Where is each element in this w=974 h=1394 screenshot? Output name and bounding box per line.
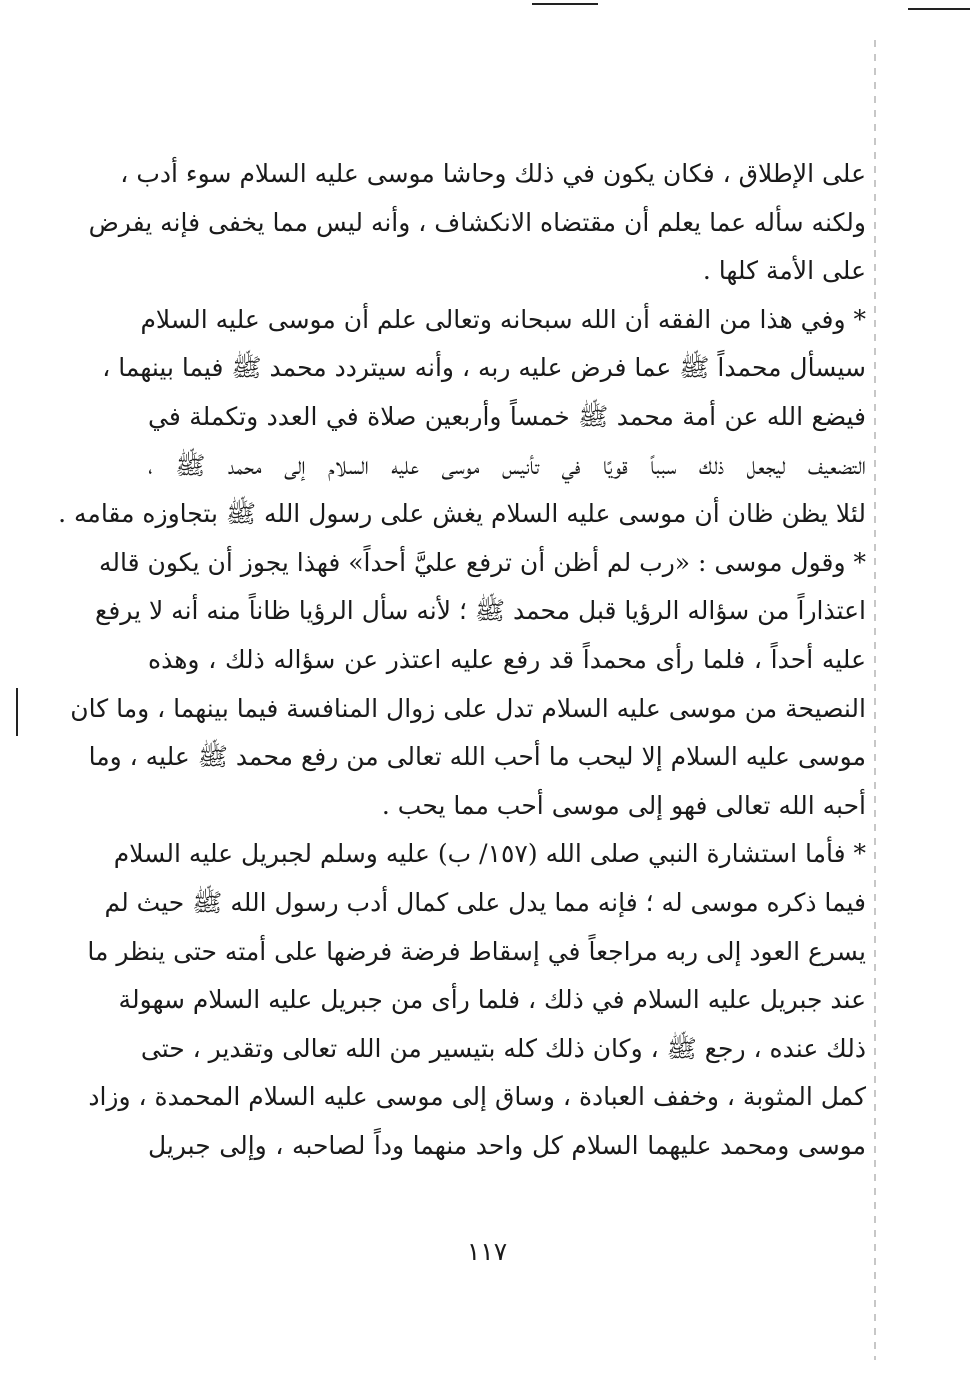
text-line: ولكنه سأله عما يعلم أن مقتضاه الانكشاف ، وأنه ليس مما يخفى فإنه يفرض	[88, 207, 866, 237]
text-line: ذلك عنده ، رجع ﷺ ، وكان ذلك كله بتيسير من الله تعالى وتقدير ، حتى	[140, 1033, 866, 1063]
text-line: اعتذاراً من سؤاله الرؤيا قبل محمد ﷺ ؛ لأنه سأل الرؤيا ظاناً منه أنه لا يرفع	[95, 596, 866, 626]
text-line: أحبه الله تعالى فهو إلى موسى أحب مما يحب .	[381, 790, 866, 820]
text-line: عند جبريل عليه السلام في ذلك ، فلما رأى من جبريل عليه السلام سهولة	[118, 985, 866, 1015]
text-line: موسى عليه السلام إلا ليحب ما أحب الله تعالى من رفع محمد ﷺ عليه ، وما	[88, 742, 866, 772]
page-body-text	[58, 150, 866, 1170]
text-line: * وقول موسى : «رب لم أظن أن ترفع عليَّ أحداً» فهذا يجوز أن يكون قاله	[98, 547, 866, 577]
text-line: * وفي هذا من الفقه أن الله سبحانه وتعالى علم أن موسى عليه السلام	[140, 304, 866, 334]
text-line: النصيحة من موسى عليه السلام تدل على زوال المنافسة فيما بينهما ، وما كان	[70, 693, 866, 723]
text-line: على الإطلاق ، فكان يكون في ذلك وحاشا موسى عليه السلام سوء أدب ،	[120, 159, 866, 188]
text-line: لئلا يظن ظان أن موسى عليه السلام يغش على رسول الله ﷺ بتجاوزه مقامه .	[58, 499, 866, 529]
text-line: فيما ذكره موسى له ؛ فإنه مما يدل على كمال أدب رسول الله ﷺ حيث لم	[104, 887, 866, 917]
text-line: فيضع الله عن أمة محمد ﷺ خمساً وأربعين صلاة في العدد وتكملة في	[148, 401, 866, 431]
gutter-dotted-line	[874, 40, 876, 1360]
text-line: * فأما استشارة النبي صلى الله (١٥٧/ ب) عليه وسلم لجبريل عليه السلام	[113, 839, 866, 869]
scan-edge-mark-top-right	[908, 8, 970, 10]
text-line: عليه أحداً ، فلما رأى محمداً قد رفع عليه اعتذر عن سؤاله ذلك ، وهذه	[148, 644, 866, 674]
text-line: على الأمة كلها .	[702, 256, 866, 286]
text-line: يسرع العود إلى ربه مراجعاً في إسقاط فرضة فرضها على أمته حتى ينظر ما	[87, 936, 866, 966]
text-line: سيسأل محمداً ﷺ عما فرض عليه ربه ، وأنه سيتردد محمد ﷺ فيما بينهما ،	[102, 353, 866, 383]
text-line: موسى ومحمد عليهما السلام كل واحد منهما وداً لصاحبه ، وإلى جبريل	[148, 1130, 866, 1160]
page-number: ١١٧	[466, 1237, 508, 1266]
text-line: التضعيف ليجعل ذلك سبباً قويًا في تأنيس موسى عليه السلام إلى محمد ﷺ ،	[148, 450, 866, 480]
text-line: كمل المثوبة ، وخفف العبادة ، وساق إلى موسى عليه السلام المحمدة ، وزاد	[88, 1082, 866, 1112]
scan-edge-mark-top	[532, 3, 598, 5]
scan-edge-mark-left	[16, 688, 18, 736]
